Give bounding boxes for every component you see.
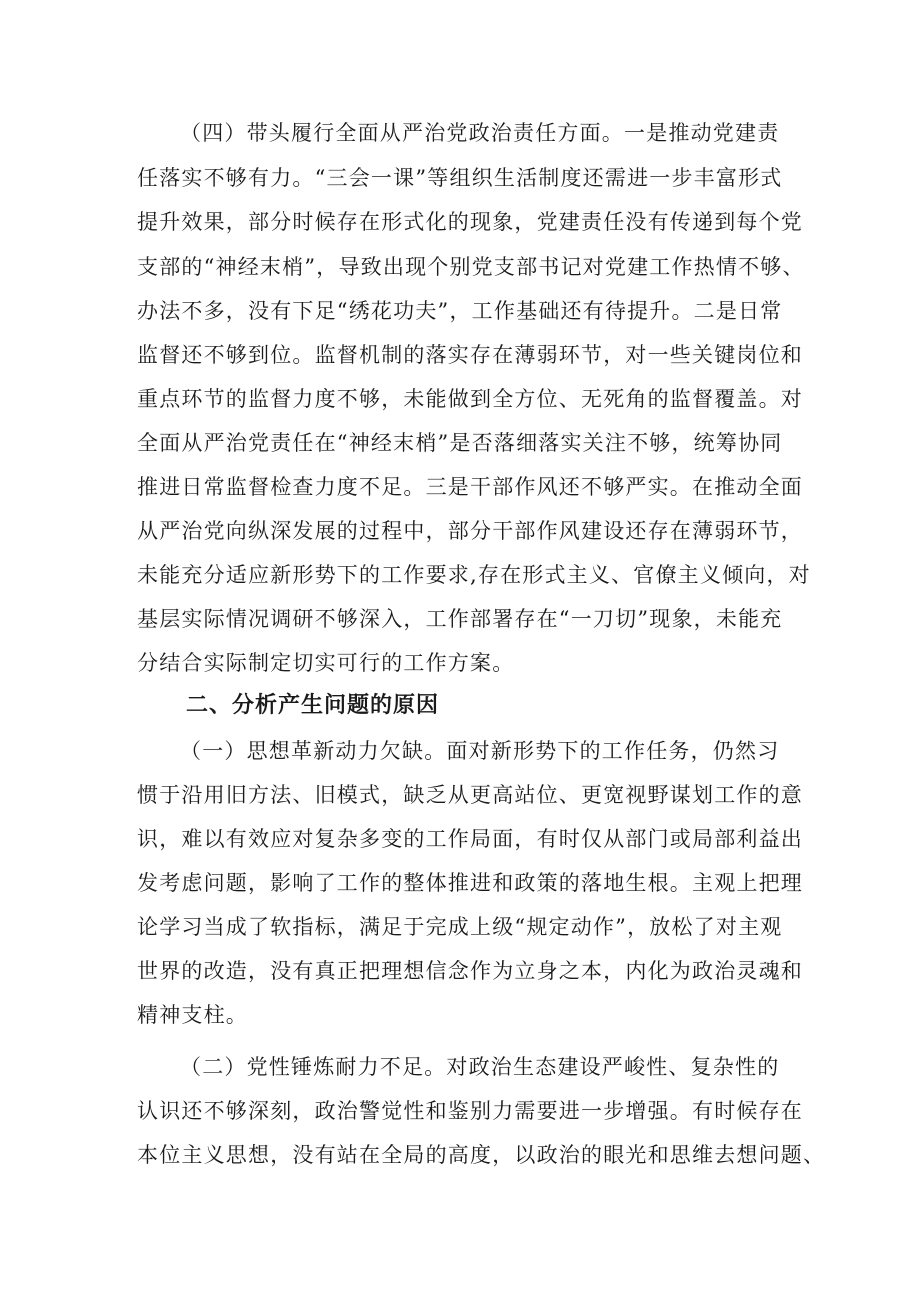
paragraph-line: 认识还不够深刻，政治警觉性和鉴别力需要进一步增强。有时候存在 (137, 1099, 803, 1123)
paragraph-line: 世界的改造，没有真正把理想信念作为立身之本，内化为政治灵魂和 (137, 959, 803, 983)
paragraph-line: 识，难以有效应对复杂多变的工作局面，有时仅从部门或局部利益出 (137, 827, 803, 851)
paragraph-line: （四）带头履行全面从严治党政治责任方面。一是推动党建责 (180, 121, 780, 145)
paragraph-line: 基层实际情况调研不够深入，工作部署存在“一刀切”现象，未能充 (137, 607, 783, 631)
paragraph-line: 提升效果，部分时候存在形式化的现象，党建责任没有传递到每个党 (137, 210, 803, 234)
paragraph-line: 任落实不够有力。“三会一课”等组织生活制度还需进一步丰富形式 (137, 166, 783, 190)
paragraph-line: 未能充分适应新形势下的工作要求,存在形式主义、官僚主义倾向，对 (137, 563, 811, 587)
paragraph-line: 本位主义思想，没有站在全局的高度，以政治的眼光和思维去想问题、 (137, 1143, 826, 1167)
paragraph-line: 支部的“神经末梢”，导致出现个别党支部书记对党建工作热情不够、 (137, 255, 805, 279)
paragraph-line: 全面从严治党责任在“神经末梢”是否落细落实关注不够，统筹协同 (137, 431, 783, 455)
paragraph-line: （一）思想革新动力欠缺。面对新形势下的工作任务，仍然习 (180, 739, 780, 763)
section-heading: 二、分析产生问题的原因 (186, 693, 440, 718)
paragraph-line: 论学习当成了软指标，满足于完成上级“规定动作”，放松了对主观 (137, 915, 783, 939)
paragraph-line: 惯于沿用旧方法、旧模式，缺乏从更高站位、更宽视野谋划工作的意 (137, 783, 803, 807)
paragraph-line: 监督还不够到位。监督机制的落实存在薄弱环节，对一些关键岗位和 (137, 343, 803, 367)
paragraph-line: 从严治党向纵深发展的过程中，部分干部作风建设还存在薄弱环节， (137, 519, 803, 543)
paragraph-line: 发考虑问题，影响了工作的整体推进和政策的落地生根。主观上把理 (137, 871, 803, 895)
paragraph-line: 分结合实际制定切实可行的工作方案。 (137, 651, 515, 675)
paragraph-line: 重点环节的监督力度不够，未能做到全方位、无死角的监督覆盖。对 (137, 387, 803, 411)
paragraph-line: 办法不多，没有下足“绣花功夫”，工作基础还有待提升。二是日常 (137, 299, 783, 323)
paragraph-line: （二）党性锤炼耐力不足。对政治生态建设严峻性、复杂性的 (180, 1055, 780, 1079)
paragraph-line: 推进日常监督检查力度不足。三是干部作风还不够严实。在推动全面 (137, 475, 803, 499)
paragraph-line: 精神支柱。 (137, 1003, 248, 1027)
